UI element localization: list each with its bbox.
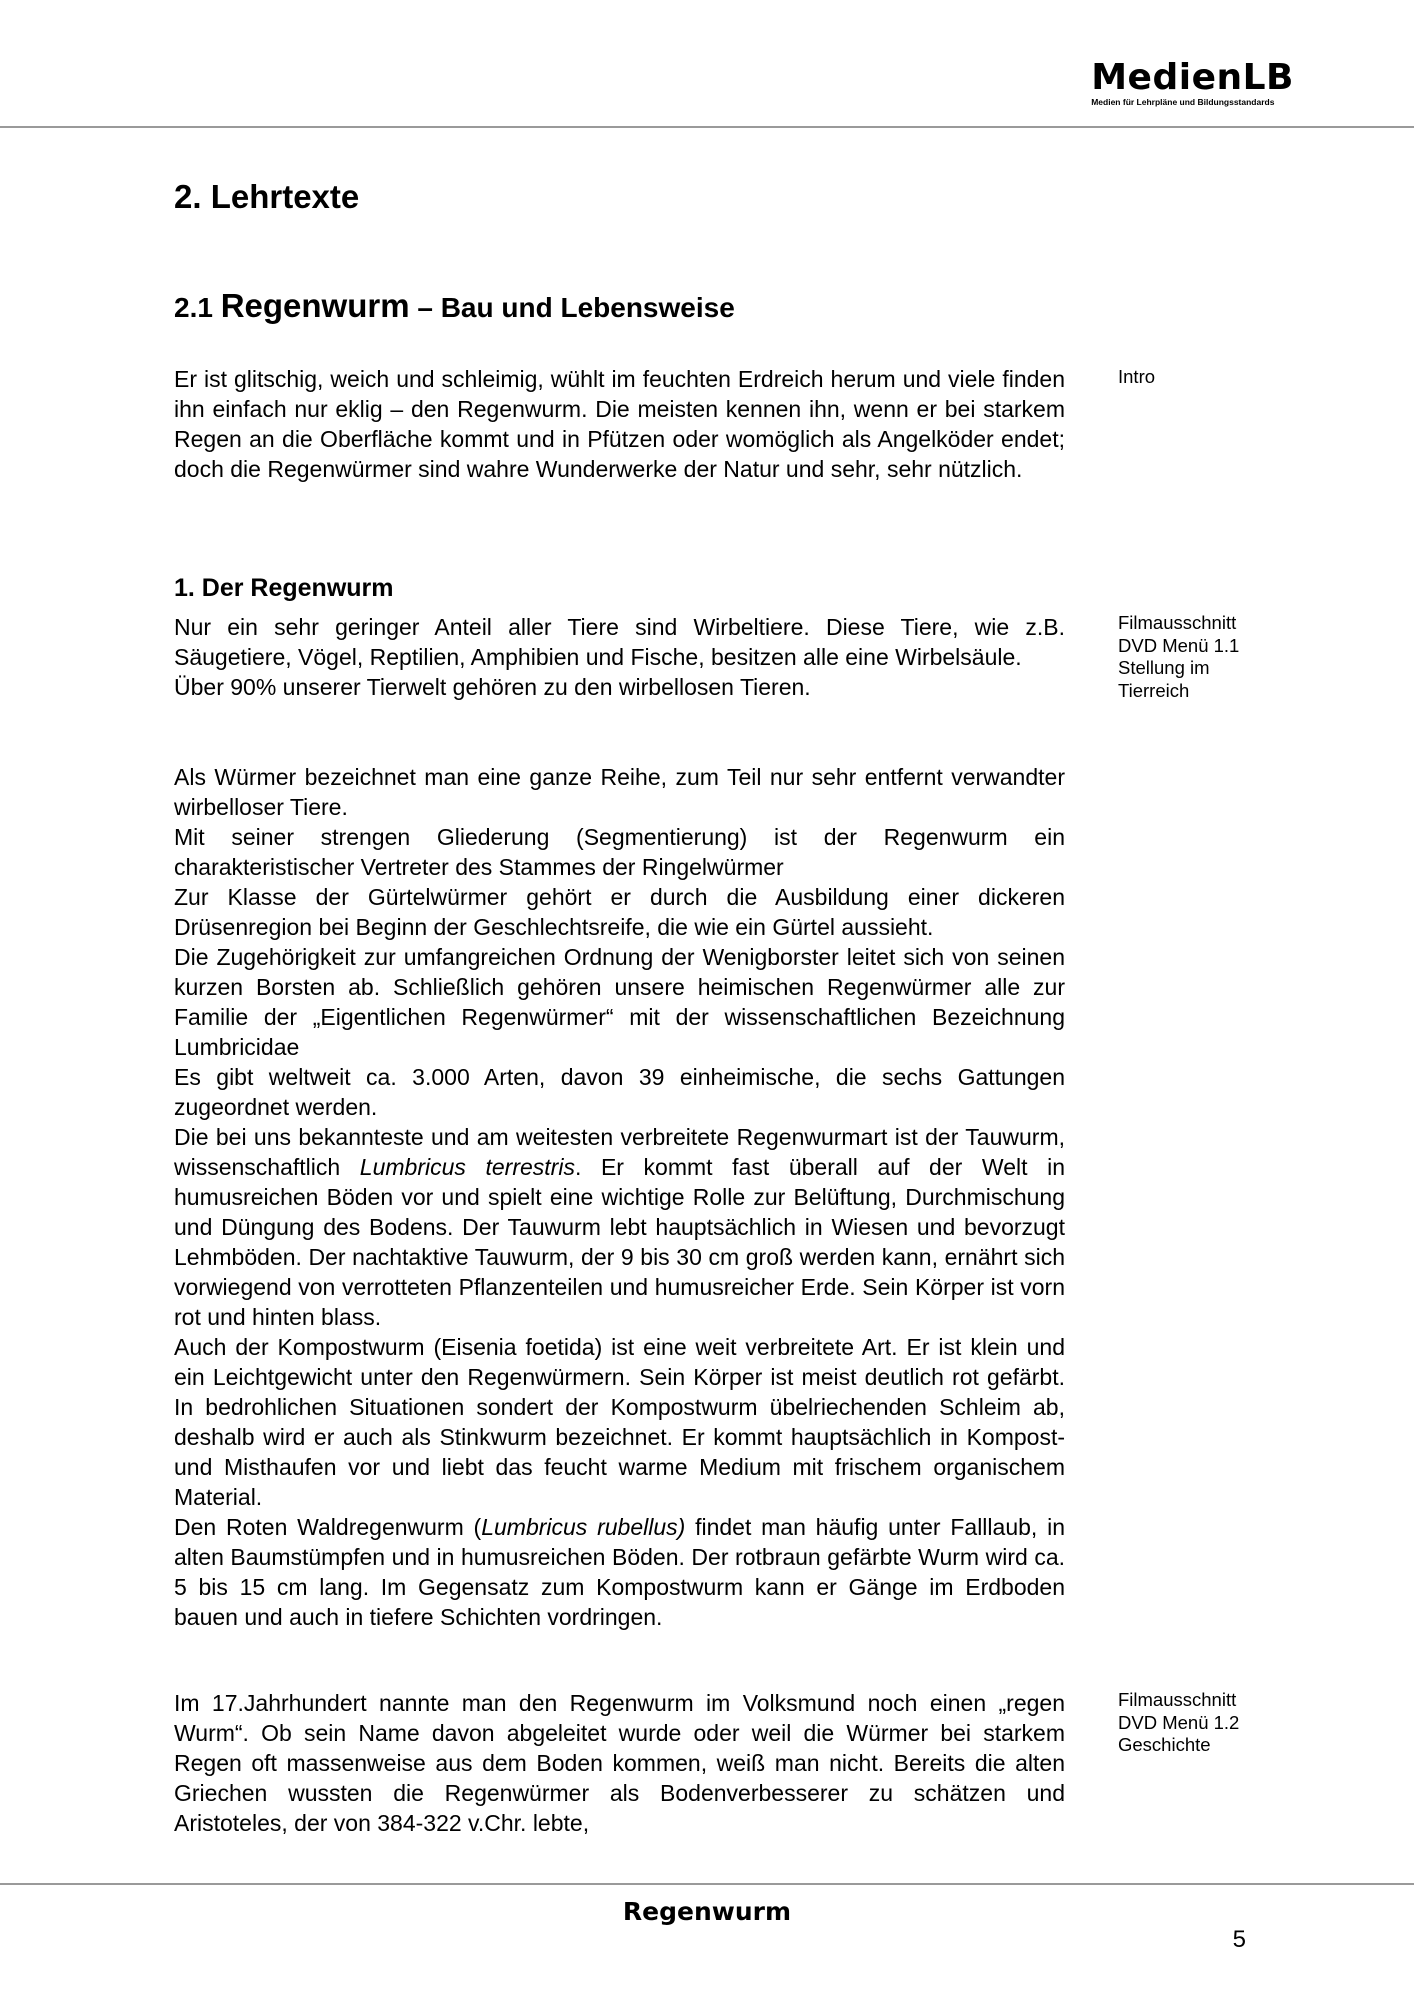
text-run: Den Roten Waldregenwurm (: [174, 1514, 482, 1540]
paragraph: Als Würmer bezeichnet man eine ganze Reihe, zum Teil nur sehr entfernt verwandter wirbelloser Tiere.: [174, 764, 1065, 820]
side-note-geschichte: [1118, 1689, 1239, 1757]
text-run: findet man häufig unter Falllaub, in alten Baumstümpfen und in humusreichen Böden. Der rotbraun gefärbte Wurm wird ca. 5 bis 15 cm lang. Im Gegensatz zum Kompostwurm kann er Gänge im Erdboden bauen und auch in tiefere Schichten vordringen.: [174, 1514, 1065, 1630]
side-note-tierreich: [1118, 612, 1239, 702]
chapter-title: 2. Lehrtexte: [174, 178, 360, 215]
side-note-line: Geschichte: [1118, 1734, 1211, 1755]
paragraph: Zur Klasse der Gürtelwürmer gehört er durch die Ausbildung einer dickeren Drüsenregion bei Beginn der Geschlechtsreife, die wie ein Gürtel aussieht.: [174, 884, 1065, 940]
worm-classification-body: [174, 762, 1065, 1632]
intro-paragraph: [174, 364, 1065, 484]
subsection-body: [174, 612, 1065, 702]
side-note-intro: [1118, 366, 1155, 389]
paragraph: Auch der Kompostwurm (Eisenia foetida) ist eine weit verbreitete Art. Er ist klein und ein Leichtgewicht unter den Regenwürmern. Sein Körper ist meist deutlich rot gefärbt. In bedrohlichen Situationen sondert der Kompostwurm übelriechenden Schleim ab, deshalb wird er auch als Stinkwurm bezeichnet. Er kommt hauptsächlich in Kompost- und Misthaufen vor und liebt das feucht warme Medium mit frischem organischem Material.: [174, 1334, 1065, 1510]
footer-divider: [0, 1883, 1414, 1885]
section-title: [174, 287, 735, 325]
section-title-main: Regenwurm: [220, 287, 410, 324]
paragraph: Die Zugehörigkeit zur umfangreichen Ordnung der Wenigborster leitet sich von seinen kurzen Borsten ab. Schließlich gehören unsere heimischen Regenwürmer alle zur Familie der „Eigentlichen Regenwürmer“ mit der wissenschaftlichen Bezeichnung Lumbricidae: [174, 944, 1065, 1060]
page-number: 5: [1232, 1926, 1246, 1953]
text-run: . Er kommt fast überall auf der Welt in humusreichen Böden vor und spielt eine wichtige Rolle zur Belüftung, Durchmischung und Düngung des Bodens. Der Tauwurm lebt hauptsächlich in Wiesen und bevorzugt Lehmböden. Der nachtaktive Tauwurm, der 9 bis 30 cm groß werden kann, ernährt sich vorwiegend von verrotteten Pflanzenteilen und humusreicher Erde. Sein Körper ist vorn rot und hinten blass.: [174, 1154, 1065, 1330]
section-number: 2.1: [174, 292, 221, 323]
paragraph: Mit seiner strengen Gliederung (Segmentierung) ist der Regenwurm ein charakteristischer Vertreter des Stammes der Ringelwürmer: [174, 824, 1065, 880]
logo-wordmark: MedienLB: [1091, 57, 1294, 98]
paragraph: Über 90% unserer Tierwelt gehören zu den wirbellosen Tieren.: [174, 674, 811, 700]
side-note-line: Filmausschnitt: [1118, 1689, 1237, 1710]
side-note-line: Stellung im: [1118, 657, 1210, 678]
subsection-title: 1. Der Regenwurm: [174, 574, 394, 602]
species-name: Lumbricus terrestris: [359, 1154, 575, 1180]
paragraph: Im 17.Jahrhundert nannte man den Regenwurm im Volksmund noch einen „regen Wurm“. Ob sein Name davon abgeleitet wurde oder weil die Würmer bei starkem Regen oft massenweise aus dem Boden kommen, weiß man nicht. Bereits die alten Griechen wussten die Regenwürmer als Bodenverbesserer zu schätzen und Aristoteles, der von 384-322 v.Chr. lebte,: [174, 1690, 1065, 1836]
side-note-line: DVD Menü 1.1: [1118, 634, 1240, 656]
paragraph: Es gibt weltweit ca. 3.000 Arten, davon 39 einheimische, die sechs Gattungen zugeordnet werden.: [174, 1064, 1065, 1120]
footer-title: Regenwurm: [622, 1897, 792, 1926]
text-run: Die bei uns bekannteste und am weitesten verbreitete Regenwurmart ist der Tauwurm, wissenschaftlich: [174, 1124, 1065, 1180]
section-title-rest: – Bau und Lebensweise: [409, 292, 735, 323]
paragraph: [174, 1122, 1065, 1332]
logo-tagline: Medien für Lehrpläne und Bildungsstandards: [1091, 97, 1275, 107]
side-note-line: DVD Menü 1.2: [1118, 1711, 1240, 1733]
side-note-line: Intro: [1118, 366, 1156, 387]
paragraph: Nur ein sehr geringer Anteil aller Tiere sind Wirbeltiere. Diese Tiere, wie z.B. Säugetiere, Vögel, Reptilien, Amphibien und Fische, besitzen alle eine Wirbelsäule.: [174, 614, 1065, 670]
header-divider: [0, 126, 1414, 128]
history-paragraph: [174, 1688, 1065, 1838]
logo: [1091, 57, 1294, 107]
side-note-line: Tierreich: [1118, 679, 1190, 701]
paragraph: [174, 1512, 1065, 1632]
side-note-line: Filmausschnitt: [1118, 612, 1237, 633]
intro-text: Er ist glitschig, weich und schleimig, wühlt im feuchten Erdreich herum und viele finden ihn einfach nur eklig – den Regenwurm. Die meisten kennen ihn, wenn er bei starkem Regen an die Oberfläche kommt und in Pfützen oder womöglich als Angelköder endet; doch die Regenwürmer sind wahre Wunderwerke der Natur und sehr, sehr nützlich.: [174, 366, 1065, 482]
species-name: Lumbricus rubellus): [481, 1514, 686, 1540]
